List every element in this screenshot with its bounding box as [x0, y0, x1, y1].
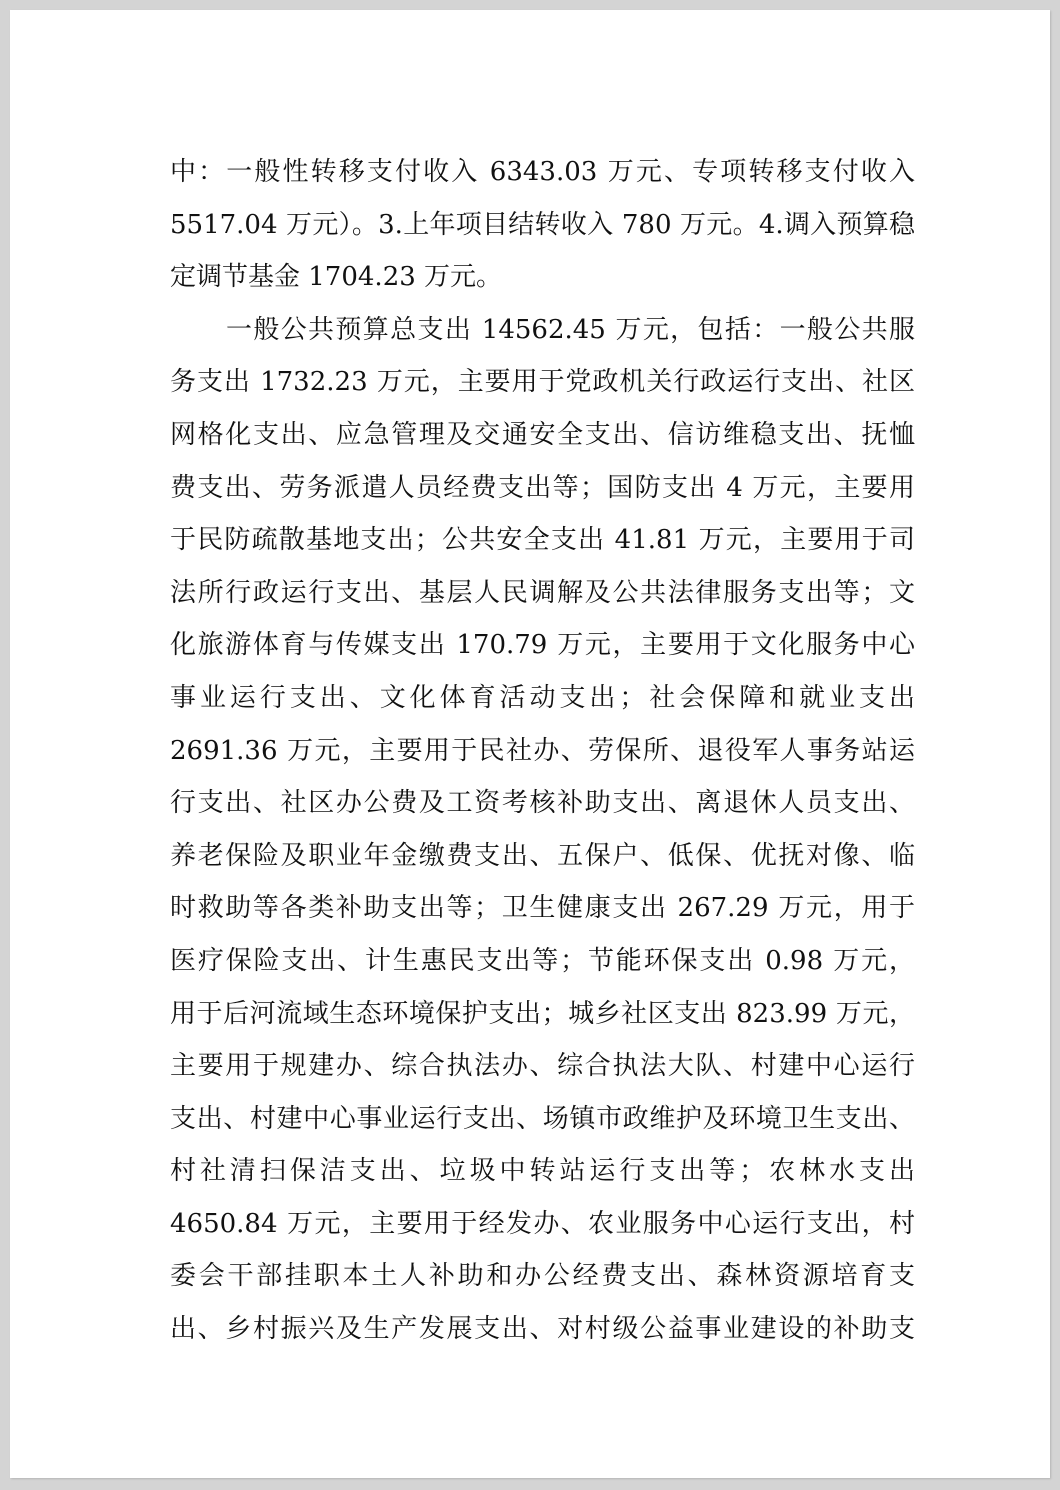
text-line: 行支出、社区办公费及工资考核补助支出、离退休人员支出、	[170, 788, 915, 819]
text-line: 务支出 1732.23 万元，主要用于党政机关行政运行支出、社区	[170, 367, 915, 398]
paragraph-first-line: 一般公共预算总支出 14562.45 万元，包括：一般公共服	[226, 314, 915, 345]
body-text	[170, 146, 915, 1356]
text-line: 中：一般性转移支付收入 6343.03 万元、专项转移支付收入	[170, 157, 915, 187]
text-line: 事业运行支出、文化体育活动支出；社会保障和就业支出	[170, 682, 915, 713]
text-line: 法所行政运行支出、基层人民调解及公共法律服务支出等；文	[170, 577, 915, 608]
text-line: 出、乡村振兴及生产发展支出、对村级公益事业建设的补助支	[170, 1314, 915, 1345]
text-line: 主要用于规建办、综合执法办、综合执法大队、村建中心运行	[170, 1051, 915, 1082]
text-line: 费支出、劳务派遣人员经费支出等；国防支出 4 万元，主要用	[170, 472, 915, 503]
text-line: 化旅游体育与传媒支出 170.79 万元，主要用于文化服务中心	[170, 630, 915, 661]
text-line: 支出、村建中心事业运行支出、场镇市政维护及环境卫生支出、	[170, 1103, 915, 1134]
text-line: 网格化支出、应急管理及交通安全支出、信访维稳支出、抚恤	[170, 419, 915, 450]
text-line: 4650.84 万元，主要用于经发办、农业服务中心运行支出，村	[170, 1208, 915, 1239]
text-line: 村社清扫保洁支出、垃圾中转站运行支出等；农林水支出	[170, 1156, 915, 1187]
document-page	[10, 10, 1050, 1478]
text-line: 养老保险及职业年金缴费支出、五保户、低保、优抚对像、临	[170, 840, 915, 871]
text-line: 委会干部挂职本土人补助和办公经费支出、森林资源培育支	[170, 1261, 915, 1292]
text-line: 定调节基金 1704.23 万元。	[170, 262, 503, 293]
text-line: 时救助等各类补助支出等；卫生健康支出 267.29 万元，用于	[170, 893, 915, 924]
text-line: 用于后河流域生态环境保护支出；城乡社区支出 823.99 万元，	[170, 998, 915, 1029]
text-line: 2691.36 万元，主要用于民社办、劳保所、退役军人事务站运	[170, 735, 915, 766]
text-line: 于民防疏散基地支出；公共安全支出 41.81 万元，主要用于司	[170, 525, 915, 556]
text-line: 5517.04 万元）。3.上年项目结转收入 780 万元。4.调入预算稳	[170, 209, 915, 240]
text-line: 医疗保险支出、计生惠民支出等；节能环保支出 0.98 万元，	[170, 945, 915, 976]
